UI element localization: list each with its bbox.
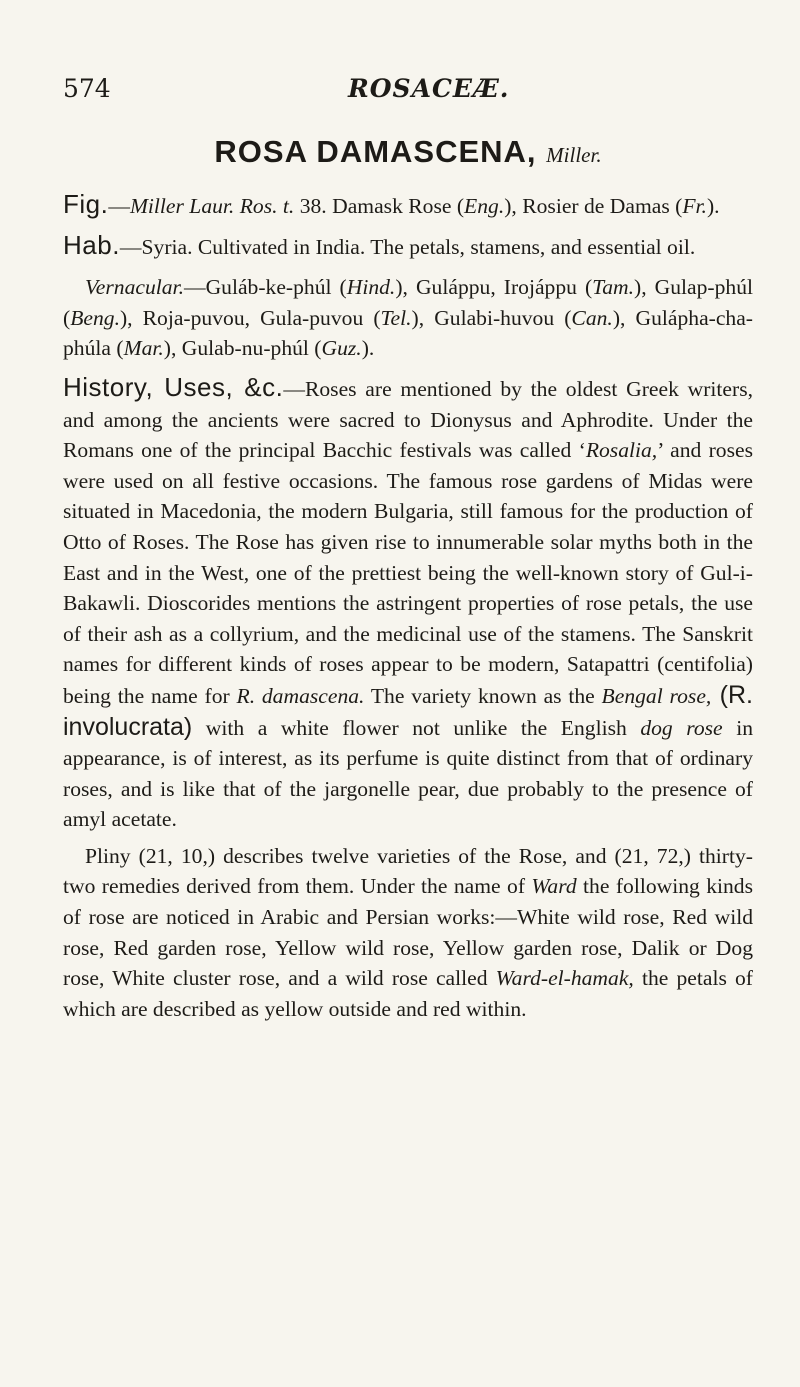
hab-heading: Hab. bbox=[63, 229, 120, 260]
pliny-text: Ward-el-hamak, bbox=[495, 966, 634, 991]
vernacular-label: Vernacular. bbox=[85, 275, 184, 300]
fig-text: ). bbox=[706, 194, 720, 218]
history-text: —Roses are mentioned by the oldest Greek writers, and among the ancients were sacred to Dionysus and Aphrodite. Under the Romans one of the principal Bacchic festivals was called ‘ bbox=[63, 376, 753, 463]
vernacular-text: Guz. bbox=[321, 336, 362, 361]
vernacular-text: ), Gulab-nu-phúl ( bbox=[163, 336, 322, 361]
fig-text: — bbox=[108, 194, 130, 218]
page-body bbox=[63, 132, 753, 1024]
vernacular-text: Tel. bbox=[380, 305, 412, 330]
entry-title bbox=[63, 132, 753, 175]
pliny-text: Ward bbox=[531, 874, 577, 899]
species-name: ROSA DAMASCENA, bbox=[214, 134, 537, 169]
fig-text: Eng. bbox=[464, 194, 505, 218]
fig-text: 38. Damask Rose ( bbox=[294, 194, 465, 218]
pliny-text: the following kinds of rose are noticed in Arabic and Persian works:—White wild rose, Red wild rose, Red garden rose, Yellow wild rose, Yellow garden rose, Dalik or Dog rose, White cluster rose, and a wild rose called bbox=[63, 874, 754, 991]
fig-text: ), Rosier de Damas ( bbox=[504, 194, 683, 218]
vernacular-text: ), Gulap-phúl ( bbox=[63, 275, 753, 330]
fig-text: Fr. bbox=[682, 194, 707, 218]
vernacular-text: Can. bbox=[571, 305, 613, 330]
vernacular-text: ), Roja-puvou, Gula-puvou ( bbox=[119, 305, 381, 330]
fig-paragraph bbox=[63, 189, 753, 222]
running-head bbox=[63, 74, 753, 104]
history-text: (R. involucrata) bbox=[63, 680, 753, 741]
pliny-text: Pliny (21, 10,) describes twelve varieties of the Rose, and (21, 72,) thirty-two remedies derived from them. Under the name of bbox=[63, 843, 753, 899]
vernacular-paragraph bbox=[63, 272, 753, 364]
history-text: Rosalia, bbox=[585, 438, 658, 463]
vernacular-text: Beng. bbox=[70, 305, 120, 330]
running-title: ROSACEÆ. bbox=[348, 74, 510, 103]
species-authority: Miller. bbox=[546, 143, 602, 167]
history-text: dog rose bbox=[640, 715, 723, 740]
history-text: R. damascena. bbox=[236, 683, 365, 708]
vernacular-text: Mar. bbox=[123, 336, 164, 361]
vernacular-text: ), Guláppu, Irojáppu ( bbox=[395, 275, 593, 300]
hab-text: —Syria. Cultivated in India. The petals, stamens, and essential oil. bbox=[119, 234, 696, 259]
history-text: ’ and roses were used on all festive occasions. The famous rose gardens of Midas were situated in Macedonia, the modern Bulgaria, still famous for the production of Otto of Roses. The Rose has given rise to innumerable solar myths both in the East and in the West, one of the prettiest being the well-known story of Gul-i-Bakawli. Dioscorides mentions the astringent properties of rose petals, the use of their ash as a collyrium, and the medicinal use of the stamens. The Sanskrit names for different kinds of roses appear to be modern, Satapattri (centifolia) being the name for bbox=[63, 438, 753, 708]
history-text: in appearance, is of interest, as its perfume is quite distinct from that of ordinary roses, and is like that of the jargonelle pear, due probably to the presence of amyl acetate. bbox=[63, 715, 753, 832]
history-heading: History, Uses, &c. bbox=[63, 371, 284, 402]
fig-heading: Fig. bbox=[63, 189, 109, 219]
vernacular-text: Tam. bbox=[592, 275, 634, 300]
hab-paragraph bbox=[63, 230, 753, 263]
vernacular-text: ), Gulabi-huvou ( bbox=[411, 305, 572, 330]
history-paragraph bbox=[63, 372, 753, 835]
vernacular-text: Hind. bbox=[346, 275, 396, 300]
fig-text: Miller Laur. Ros. t. bbox=[129, 194, 295, 218]
pliny-text: the petals of which are described as yellow outside and red within. bbox=[63, 966, 753, 1021]
history-text: Bengal rose, bbox=[601, 683, 712, 708]
pliny-paragraph bbox=[63, 841, 753, 1025]
vernacular-text: ), Gulápha-cha-phúla ( bbox=[63, 305, 753, 361]
page-number: 574 bbox=[63, 74, 111, 103]
vernacular-text: ). bbox=[361, 336, 375, 361]
history-text: The variety known as the bbox=[364, 683, 602, 708]
history-text: with a white flower not unlike the English bbox=[192, 715, 641, 740]
vernacular-text: —Guláb-ke-phúl ( bbox=[183, 275, 347, 300]
